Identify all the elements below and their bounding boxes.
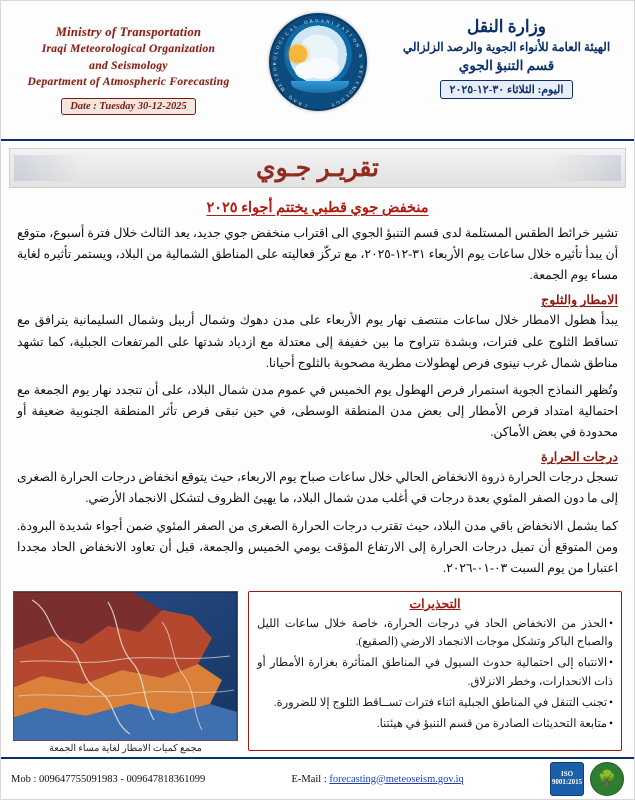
document-footer	[1, 757, 634, 799]
warnings-title: التحذيرات	[409, 596, 461, 611]
header-date-en: Date : Tuesday 30-12-2025	[61, 98, 196, 115]
section-heading-temperature: درجات الحرارة	[541, 450, 618, 465]
footer-badges	[550, 762, 624, 796]
report-body	[1, 223, 634, 579]
tree-icon: 🌳	[597, 770, 617, 787]
report-title-banner	[9, 148, 626, 188]
map-graphic	[13, 592, 237, 741]
rainfall-accumulation-map	[13, 591, 238, 741]
warnings-box	[248, 591, 622, 751]
rain-snow-paragraph-1: يبدأ هطول الامطار خلال ساعات منتصف نهار يوم الأربعاء على مدن دهوك وشمال أربيل وشمال السليمانية يترافق مع تساقط الثلوج على فترات، وبشدة تتراوح ما بين خفيفة إلى معتدلة مع ازدياد شدتها على المرتفعات الجبلية، كما تشهد مناطق شمال غرب نينوى فرص لهطولات مطرية مصحوبة بالثلوج أحيانا.	[17, 313, 618, 370]
organization-name-ar: الهيئة العامة للأنواء الجوية والرصد الزلزالي	[402, 40, 611, 54]
warning-item: • تجنب التنقل في المناطق الجبلية اثناء فترات تســاقط الثلوج إلا للضرورة.	[257, 694, 613, 712]
footer-mobile: Mob : 009647755091983 - 009647818361099	[11, 773, 206, 785]
ministry-name-en: Ministry of Transportation	[55, 25, 202, 39]
organization-name-en-2: and Seismology	[89, 59, 168, 72]
department-name-ar: قسم التنبؤ الجوي	[458, 58, 555, 73]
section-heading-rain-snow: الامطار والثلوج	[541, 293, 618, 308]
rain-snow-paragraph-2: وتُظهر النماذج الجوية استمرار فرص الهطول يوم الخميس في عموم مدن شمال البلاد، على أن تتجدد نهار يوم الجمعة مع احتمالية امتداد فرص الأمطار إلى بعض مدن المنطقة الوسطى، في حين تبقى فرص تأثر المنطقة الجنوبية ضعيفة أو محدودة في بعض الأماكن.	[17, 382, 618, 440]
report-title: تقريـر جـوي	[256, 155, 379, 182]
bottom-section	[1, 585, 634, 754]
iso-badge-line1: ISO	[560, 770, 574, 779]
organization-logo-icon	[269, 13, 367, 111]
iso-badge-line2: 9001:2015	[551, 778, 583, 786]
warning-item: • الانتباه إلى احتمالية حدوث السيول في المناطق المتأثرة بغزارة الأمطار أو ذات الانحدارات، وخطر الانزلاق.	[257, 654, 613, 691]
temperature-paragraph-2: كما يشمل الانخفاض باقي مدن البلاد، حيث تقترب درجات الحرارة الصغرى من الصفر المئوي ضمن أجواء شديدة البرودة. ومن المتوقع أن تميل درجات الحرارة إلى الارتفاع المؤقت يومي الخميس والجمعة، قبل أن تعاود الانخفاض الحاد مجددا اعتبارا من يوم السبت ٠٣-٠١-٢٠٢٦.	[17, 518, 618, 575]
report-subtitle: منخفض جوي قطبي يختتم أجواء ٢٠٢٥	[206, 200, 429, 216]
footer-email-label: E-Mail :	[291, 773, 327, 785]
header-english-block	[11, 7, 246, 115]
document-header	[1, 1, 634, 141]
warning-item: • الحذر من الانخفاض الحاد في درجات الحرارة، خاصة خلال ساعات الليل والصباح الباكر وتشكل موجات الانجماد الارضي (الصقيع).	[257, 615, 613, 652]
header-arabic-block	[389, 7, 624, 99]
organization-name-en: Iraqi Meteorological Organization	[41, 43, 216, 56]
iso-badge-icon	[550, 762, 584, 796]
map-caption: مجمع كميات الامطار لغاية مساء الجمعة	[49, 743, 202, 754]
eco-badge-icon	[590, 762, 624, 796]
warning-item: • متابعة التحديثات الصادرة من قسم التنبؤ في هيئتنا.	[257, 715, 613, 733]
rainfall-map-card	[13, 591, 238, 754]
header-date-ar: اليوم: الثلاثاء ٣٠-١٢-٢٠٢٥	[440, 80, 574, 99]
footer-email-wrap	[213, 774, 542, 785]
footer-email-link[interactable]: forecasting@meteoseism.gov.iq	[329, 773, 464, 785]
logo-ring-text: I R A Q M E T E O R O L O G I C A L O R G A N I Z A T I O N & S E I S M O L O G Y	[271, 17, 364, 109]
ministry-name-ar: وزارة النقل	[466, 17, 546, 36]
department-name-en: Department of Atmospheric Forecasting	[27, 76, 230, 89]
cloud-icon	[293, 53, 349, 77]
temperature-paragraph-1: تسجل درجات الحرارة ذروة الانخفاض الحالي خلال ساعات صباح يوم الاربعاء، حيث يتوقع انخفاض درجات الحرارة الصغرى إلى ما دون الصفر المئوي بعدة درجات في أغلب مدن شمال البلاد، ما يهيئ الظروف لتشكل الانجماد الأرضي.	[17, 470, 618, 506]
intro-paragraph: تشير خرائط الطقس المستلمة لدى قسم التنبؤ الجوي الى اقتراب منخفض جوي جديد، يعد الثالث خلال فترة أسبوع، متوقع أن يبدأ تأثيره خلال ساعات يوم الأربعاء ٣١-١٢-٢٠٢٥، مع تركّز فعاليته على المناطق الشمالية من البلاد، ويستمر تأثيره لغاية مساء يوم الجمعة.	[17, 226, 618, 283]
